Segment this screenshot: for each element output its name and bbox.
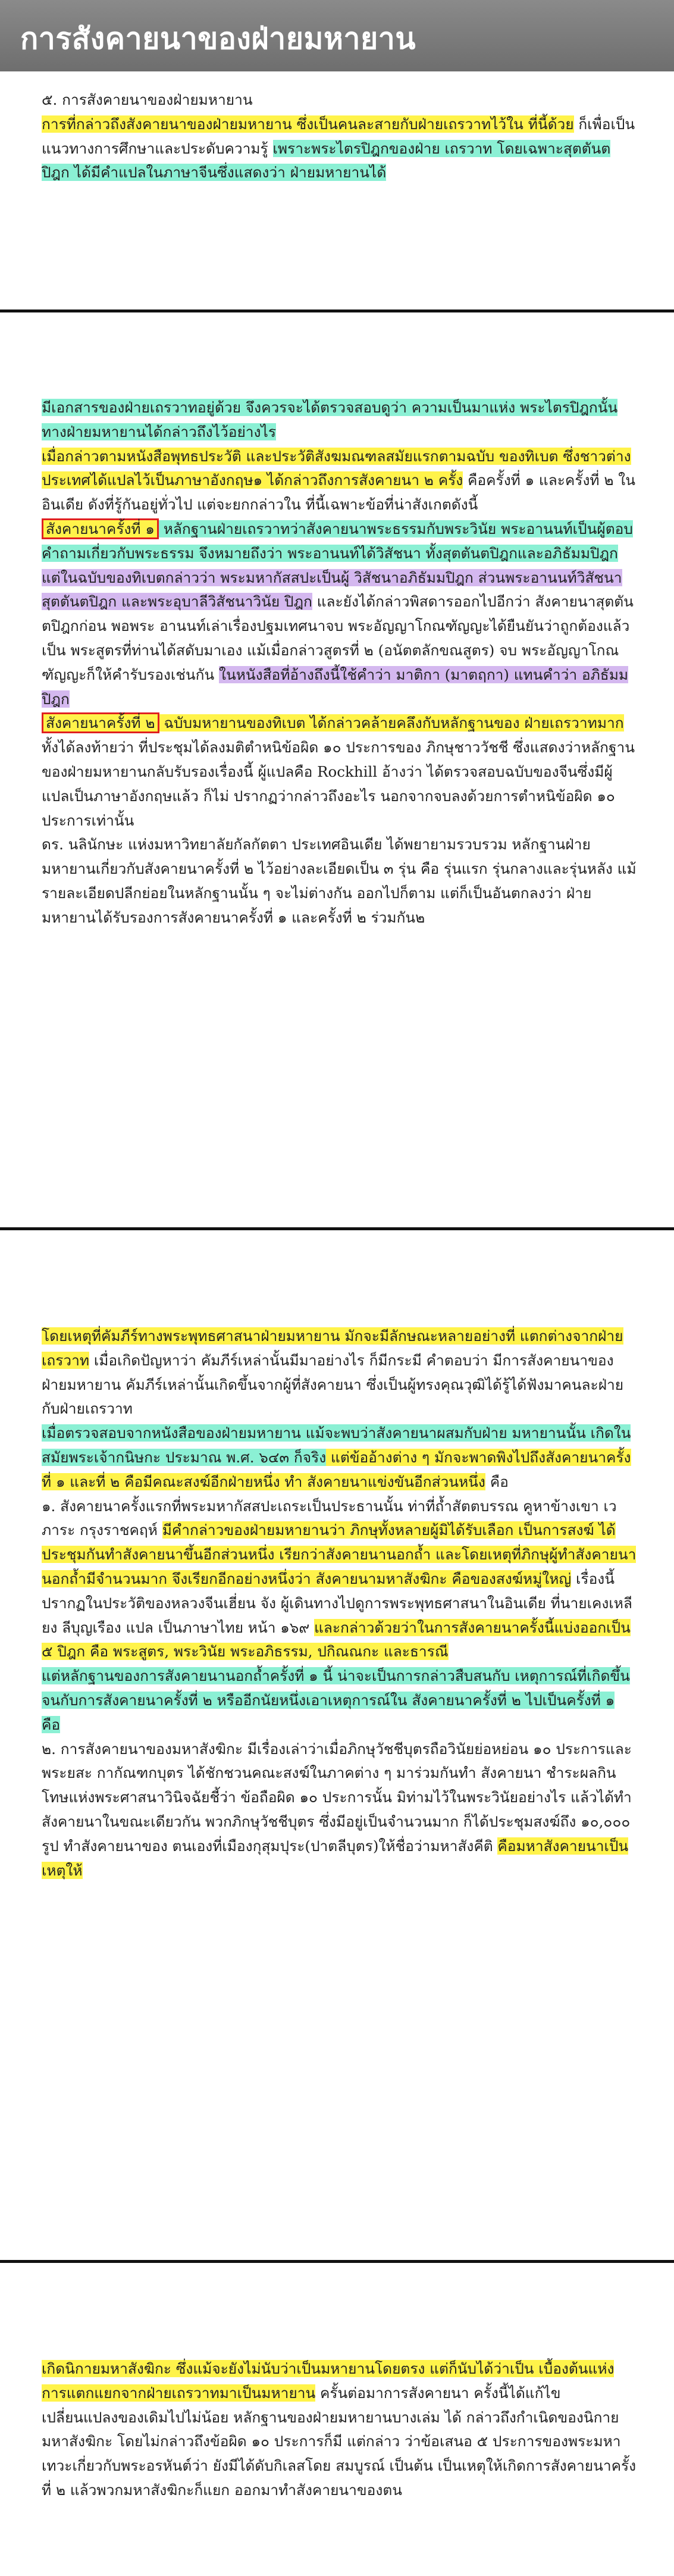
highlighted-text: หลักฐานฝ่ายเถรวาทว่าสังคายนาพระธรรมกับพระวินัย พระอานนท์เป็นผู้ตอบคำถามเกี่ยวกับพระธรรม จึงหมายถึงว่า พระอานนท์ได้วิสัชนา ทั้งสุตตันตปิฎกและอภิธัมมปิฎก	[42, 520, 633, 562]
page-header	[0, 0, 674, 71]
text-segment: ๒. การสังคายนาของมหาสังฆิกะ มีเรื่องเล่าว่าเมื่อภิกษุวัชชีบุตรถือวินัยย่อหย่อน ๑๐ ประการและพระยสะ กากัณฑกบุตร ได้ชักชวนคณะสงฆ์ในภาคต่าง ๆ มาร่วมกันทำ สังคายนา ชำระผลกินโทษแห่งพระศาสนาวินิจฉัยชี้ว่า ข้อถือผิด ๑๐ ประการนั้น มิท่ามไว้ในพระวินัยอย่างไร แล้วได้ทำสังคายนาในขณะเดียวกัน พวกภิกษุวัชชีบุตร ซึ่งมีอยู่เป็นจำนวนมาก ก็ได้ประชุมสงฆ์ถึง ๑๐,๐๐๐ รูป ทำสังคายนาของ ตนเองที่เมืองกุสุมปุระ(ปาตลีบุตร)ให้ชื่อว่ามหาสังคีติ	[42, 1740, 632, 1855]
highlighted-text: มีเอกสารของฝ่ายเถรวาทอยู่ด้วย จึงควรจะได้ตรวจสอบดูว่า ความเป็นมาแห่ง พระไตรปิฎกนั้น ทางฝ่ายมหายานได้กล่าวถึงไว้อย่างไร	[42, 399, 618, 440]
section-divider	[0, 310, 674, 312]
highlighted-text: มีคำกล่าวของฝ่ายมหายานว่า ภิกษุทั้งหลายผู้มิได้รับเลือก เป็นการสงฆ์	[162, 1521, 594, 1539]
highlighted-text: แต่หลักฐานของการสังคายนานอกถ้ำครั้งที่ ๑ นี้ น่าจะเป็นการกล่าวสืบสนกับ เหตุการณ์ที่เกิดขึ้นจนกับการสังคายนาครั้งที่ ๒ หรืออีกนัยหนึ่งเอาเหตุการณ์ใน สังคายนาครั้งที่ ๒ ไปเป็นครั้งที่ ๑ คือ	[42, 1667, 630, 1733]
paragraph	[42, 445, 637, 517]
text-segment: ๕. การสังคายนาของฝ่ายมหายาน	[42, 91, 253, 108]
highlighted-text: ในหนังสือที่อ้างถึงนี้ใช้คำว่า มาติกา (มาตฤกา) แทนคำว่า อภิธัมมปิฎก	[42, 665, 629, 708]
paragraph	[42, 1664, 637, 1737]
highlighted-text: แต่ในฉบับของทิเบตกล่าวว่า พระมหากัสสปะเป็นผู้ วิสัชนาอภิธัมมปิฎก ส่วนพระอานนท์วิสัชนาสุตตันตปิฎก และพระอุบาลีวิสัชนาวินัย ปิฎก	[42, 568, 622, 611]
highlighted-text: ได้ประชุมกันทำสังคายนาขึ้นอีกส่วนหนึ่ง เรียกว่าสังคายนานอกถ้ำ และโดยเหตุที่ภิกษุผู้ทำสังคายนานอกถ้ำมีจำนวนมาก จึงเรียกอีกอย่างหนึ่งว่า สังคายนามหาสังฆิกะ คือของสงฆ์หมู่ใหญ่	[42, 1521, 637, 1587]
highlighted-text: เมื่อกล่าวตามหนังสือพุทธประวัติ และประวัติสังฆมณฑลสมัยแรกตามฉบับ ของทิเบต ซึ่งชาวต่างประเทศได้แปลไว้เป็นภาษาอังกฤษ๑ ได้กล่าวถึงการสังคายนา ๒ ครั้ง	[42, 447, 631, 489]
highlighted-text: เมื่อตรวจสอบจากหนังสือของฝ่ายมหายาน แม้จะพบว่าสังคายนาผสมกับฝ่าย มหายานนั้น เกิดในสมัยพระเจ้ากนิษกะ ประมาณ พ.ศ. ๖๔๓ ก็จริง	[42, 1424, 631, 1466]
text-segment: ครั้นต่อมาการสังคายนา ครั้งนี้ได้แก้ไขเปลี่ยนแปลงของเดิมไปไม่น้อย หลักฐานของฝ่ายมหายานบางเล่ม ได้ กล่าวถึงกำเนิดของนิกายมหาสังฆิกะ โดยไม่กล่าวถึงข้อผิด ๑๐ ประการก็มี แต่กล่าว ว่าข้อเสนอ ๕ ประการของพระมหาเทวะเกี่ยวกับพระอรหันต์ว่า ยังมีได้ดับกิเลสโดย สมบูรณ์ เป็นต้น เป็นเหตุให้เกิดการสังคายนาครั้งที่ ๒ แล้วพวกมหาสังฆิกะก็แยก ออกมาทำสังคายนาของตน	[42, 2384, 637, 2499]
paragraph	[42, 517, 637, 711]
boxed-heading: สังคายนาครั้งที่ ๒	[42, 712, 159, 733]
paragraph	[42, 88, 637, 112]
section-2	[42, 396, 637, 930]
text-segment: ๑. สังคายนาครั้งแรกที่พระมหากัสสปะเถระเป็นประธานนั้น ท่าที่ถ้ำสัตตบรรณ คูหาข้างเขา เวภาระ กรุงราชคฤห์	[42, 1497, 617, 1539]
paragraph	[42, 1324, 637, 1421]
text-segment: และยังได้กล่าวพิสดารออกไปอีกว่า สังคายนาสุตตันตปิฎกก่อน พอพระ อานนท์เล่าเรื่องปฐมเทศนาจบ พระอัญญาโกณฑัญญะได้ยืนยันว่าถูกต้องแล้ว เป็น พระสูตรที่ท่านได้สดับมาเอง แม้เมื่อกล่าวสูตรที่ ๒ (อนัตตลักขณสูตร) จบ พระอัญญาโกณฑัญญะก็ให้คำรับรองเช่นกัน	[42, 593, 634, 683]
section-divider	[0, 1227, 674, 1230]
paragraph	[42, 1495, 637, 1665]
text-segment: ดร. นลินักษะ แห่งมหาวิทยาลัยกัลกัตตา ประเทศอินเดีย ได้พยายามรวบรวม หลักฐานฝ่ายมหายานเกี่ยวกับสังคายนาครั้งที่ ๒ ไว้อย่างละเอียดเป็น ๓ รุ่น คือ รุ่นแรก รุ่นกลางและรุ่นหลัง แม้รายละเอียดปลีกย่อยในหลักฐานนั้น ๆ จะไม่ต่างกัน ออกไปก็ตาม แต่ก็เป็นอันตกลงว่า ฝ่ายมหายานได้รับรองการสังคายนาครั้งที่ ๑ และครั้งที่ ๒ ร่วมกัน๒	[42, 836, 637, 926]
text-segment: เรื่องนี้ปรากฏในประวัติของหลวงจีนเฮี่ยน จัง ผู้เดินทางไปดูการพระพุทธศาสนาในอินเดีย ที่นายเคงเหลียง ลีบุญเรือง แปล เป็นภาษาไทย หน้า ๑๖๙	[42, 1570, 632, 1636]
paragraph	[42, 1737, 637, 1883]
highlighted-text: โดยเหตุที่คัมภีร์ทางพระพุทธศาสนาฝ่ายมหายาน มักจะมีลักษณะหลายอย่างที่ แตกต่างจากฝ่ายเถรวาท	[42, 1327, 623, 1369]
text-segment: คือ	[485, 1473, 509, 1490]
section-divider	[0, 2260, 674, 2263]
section-4	[42, 2357, 637, 2503]
text-segment: ก็เพื่อเป็นแนวทางการศึกษาและประดับความรู้	[42, 115, 635, 157]
paragraph	[42, 1421, 637, 1494]
section-3	[42, 1324, 637, 1883]
highlighted-text: การที่กล่าวถึงสังคายนาของฝ่ายมหายาน ซึ่งเป็นคนละสายกับฝ่ายเถรวาทไว้ใน ที่นี้ด้วย	[42, 115, 574, 133]
highlighted-text: ฉบับมหายานของทิเบต ได้กล่าวคล้ายคลึงกับหลักฐานของ ฝ่ายเถรวาทมาก	[159, 714, 624, 732]
paragraph	[42, 396, 637, 445]
highlighted-text: เพราะพระไตรปิฎกของฝ่าย เถรวาท โดยเฉพาะสุตตันตปิฎก ได้มีคำแปลในภาษาจีนซึ่งแสดงว่า ฝ่ายมหายานได้	[42, 139, 611, 182]
paragraph	[42, 833, 637, 930]
highlighted-text: คือมหาสังคายนาเป็นเหตุให้	[42, 1837, 629, 1879]
paragraph	[42, 112, 637, 185]
page-title: การสังคายนาของฝ่ายมหายาน	[20, 21, 416, 56]
paragraph	[42, 2357, 637, 2503]
highlighted-text: และกล่าวด้วยว่าในการสังคายนาครั้งนี้แบ่งออกเป็น ๕ ปิฎก คือ พระสูตร, พระวินัย พระอภิธรรม, ปกิณณกะ และธารณี	[42, 1618, 631, 1661]
text-segment: คือครั้งที่ ๑ และครั้งที่ ๒ ในอินเดีย ดังที่รู้กันอยู่ทั่วไป แต่จะยกกล่าวใน ที่นี้เฉพาะข้อที่น่าสังเกตดังนี้	[42, 471, 635, 514]
boxed-heading: สังคายนาครั้งที่ ๑	[42, 518, 159, 539]
section-1	[42, 88, 637, 185]
text-segment: ทั้งได้ลงท้ายว่า ที่ประชุมได้ลงมติตำหนิข้อผิด ๑๐ ประการของ ภิกษุชาววัชชี ซึ่งแสดงว่าหลักฐานของฝ่ายมหายานกลับรับรองเรื่องนี้ ผู้แปลคือ Rockhill อ้างว่า ได้ตรวจสอบฉบับของจีนซึ่งมีผู้แปลเป็นภาษาอังกฤษแล้ว ก็ไม่ ปรากฏว่ากล่าวถึงอะไร นอกจากจบลงด้วยการตำหนิข้อผิด ๑๐ ประการเท่านั้น	[42, 739, 635, 829]
highlighted-text: เกิดนิกายมหาสังฆิกะ ซึ่งแม้จะยังไม่นับว่าเป็นมหายานโดยตรง แต่ก็นับได้ว่าเป็น เบื้องต้นแห่งการแตกแยกจากฝ่ายเถรวาทมาเป็นมหายาน	[42, 2360, 615, 2402]
highlighted-text: แต่ข้ออ้างต่าง ๆ มักจะพาดพิงไปถึงสังคายนาครั้งที่ ๑ และที่ ๒ คือมีคณะสงฆ์อีกฝ่ายหนึ่ง ทำ สังคายนาแข่งขันอีกส่วนหนึ่ง	[42, 1448, 631, 1490]
text-segment: เมื่อเกิดปัญหาว่า คัมภีร์เหล่านั้นมีมาอย่างไร ก็มีกระมี คำตอบว่า มีการสังคายนาของฝ่ายมหายาน คัมภีร์เหล่านั้นเกิดขึ้นจากผู้ที่สังคายนา ซึ่งเป็นผู้ทรงคุณวุฒิได้รู้ได้ฟังมาคนละฝ่ายกับฝ่ายเถรวาท	[42, 1351, 624, 1418]
paragraph	[42, 711, 637, 833]
